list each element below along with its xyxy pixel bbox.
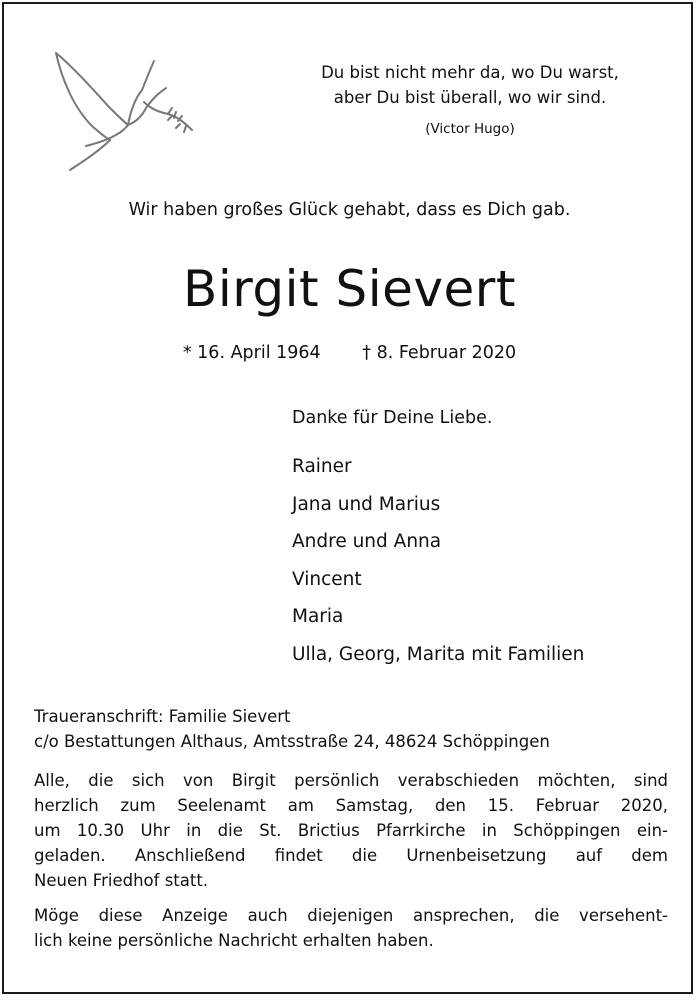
notice-paragraph-line: Möge diese Anzeige auch diejenigen ansprechen, die versehent- xyxy=(34,906,668,925)
funeral-paragraph-line: Alle, die sich von Birgit persönlich verabschieden möchten, sind xyxy=(34,771,668,790)
address-line-2: c/o Bestattungen Althaus, Amtsstraße 24, 48624 Schöppingen xyxy=(34,732,550,751)
family-member: Andre und Anna xyxy=(292,531,442,552)
family-member: Vincent xyxy=(292,568,362,590)
intro-sentence: Wir haben großes Glück gehabt, dass es Dich gab. xyxy=(128,200,571,220)
family-list xyxy=(292,448,584,673)
quote-line-2: aber Du bist überall, wo wir sind. xyxy=(333,88,607,107)
family-member: Rainer xyxy=(292,456,352,477)
quote-line-1: Du bist nicht mehr da, wo Du warst, xyxy=(321,63,619,82)
life-dates xyxy=(0,343,699,363)
notice-text xyxy=(34,704,668,953)
death-date: † 8. Februar 2020 xyxy=(362,343,517,363)
family-member: Maria xyxy=(292,606,344,627)
notice-paragraph-line: lich keine persönliche Nachricht erhalten haben. xyxy=(34,931,434,950)
address-line-1: Traueranschrift: Familie Sievert xyxy=(34,707,291,726)
mourning-address xyxy=(34,704,668,754)
birth-date: * 16. April 1964 xyxy=(182,343,321,363)
dove-with-olive-branch-icon xyxy=(50,50,205,175)
funeral-paragraph-line: geladen. Anschließend findet die Urnenbeisetzung auf dem xyxy=(34,846,668,865)
quote-author: (Victor Hugo) xyxy=(425,121,515,137)
deceased-name: Birgit Sievert xyxy=(183,260,516,318)
funeral-paragraph-line: herzlich zum Seelenamt am Samstag, den 15. Februar 2020, xyxy=(34,796,668,815)
thanks-line: Danke für Deine Liebe. xyxy=(292,408,493,428)
family-member: Ulla, Georg, Marita mit Familien xyxy=(292,643,585,665)
funeral-paragraph-line: Neuen Friedhof statt. xyxy=(34,871,209,890)
quote-block xyxy=(270,60,670,142)
family-member: Jana und Marius xyxy=(292,493,441,515)
funeral-paragraph-line: um 10.30 Uhr in die St. Brictius Pfarrkirche in Schöppingen ein- xyxy=(34,821,668,840)
